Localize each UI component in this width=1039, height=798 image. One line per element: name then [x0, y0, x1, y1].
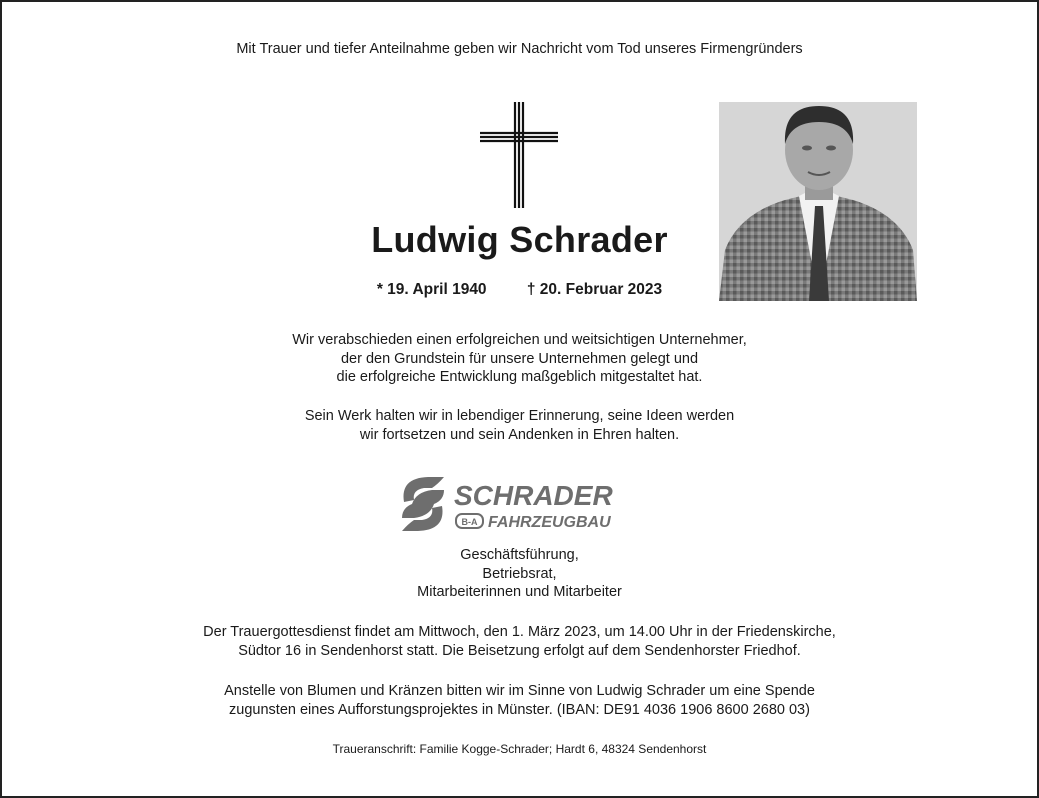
tribute-line: der den Grundstein für unsere Unternehmen gelegt und: [340, 350, 699, 367]
tribute-line: Wir verabschieden einen erfolgreichen und weitsichtigen Unternehmer,: [292, 332, 747, 348]
mourning-address: Traueranschrift: Familie Kogge-Schrader; Hardt 6, 48324 Sendenhorst: [332, 742, 707, 756]
deceased-name: Ludwig Schrader: [371, 219, 668, 260]
portrait-photo: [719, 102, 917, 301]
memory-line: Sein Werk halten wir in lebendiger Erinnerung, seine Ideen werden: [304, 408, 735, 424]
memory-paragraph: [0, 407, 1039, 444]
signer-line: Geschäftsführung,: [460, 547, 579, 563]
birth-date: * 19. April 1940: [376, 281, 487, 298]
signer-line: Betriebsrat,: [482, 565, 557, 582]
service-paragraph: [0, 623, 1039, 660]
logo-sub: FAHRZEUGBAU: [488, 514, 611, 531]
donation-line: zugunsten eines Aufforstungsprojektes in Münster. (IBAN: DE91 4036 1906 8600 2680 03): [229, 701, 810, 718]
logo-brand: SCHRADER: [454, 480, 613, 511]
memory-line: wir fortsetzen und sein Andenken in Ehren halten.: [359, 426, 680, 443]
service-line: Südtor 16 in Sendenhorst statt. Die Beisetzung erfolgt auf dem Sendenhorster Friedhof.: [238, 642, 801, 659]
signers-block: [0, 546, 1039, 602]
company-logo: [398, 474, 648, 534]
donation-line: Anstelle von Blumen und Kränzen bitten wir im Sinne von Ludwig Schrader um eine Spende: [224, 683, 815, 699]
death-date: † 20. Februar 2023: [526, 281, 663, 298]
tribute-paragraph: [0, 331, 1039, 387]
signer-line: Mitarbeiterinnen und Mitarbeiter: [417, 584, 622, 600]
donation-paragraph: [0, 682, 1039, 719]
tribute-line: die erfolgreiche Entwicklung maßgeblich mitgestaltet hat.: [336, 369, 703, 385]
logo-badge: B-A: [461, 517, 478, 527]
intro-text: Mit Trauer und tiefer Anteilnahme geben wir Nachricht vom Tod unseres Firmengründers: [236, 41, 803, 57]
service-line: Der Trauergottesdienst findet am Mittwoch, den 1. März 2023, um 14.00 Uhr in der Friedenskirche,: [203, 624, 836, 640]
cross-icon: [478, 100, 560, 210]
